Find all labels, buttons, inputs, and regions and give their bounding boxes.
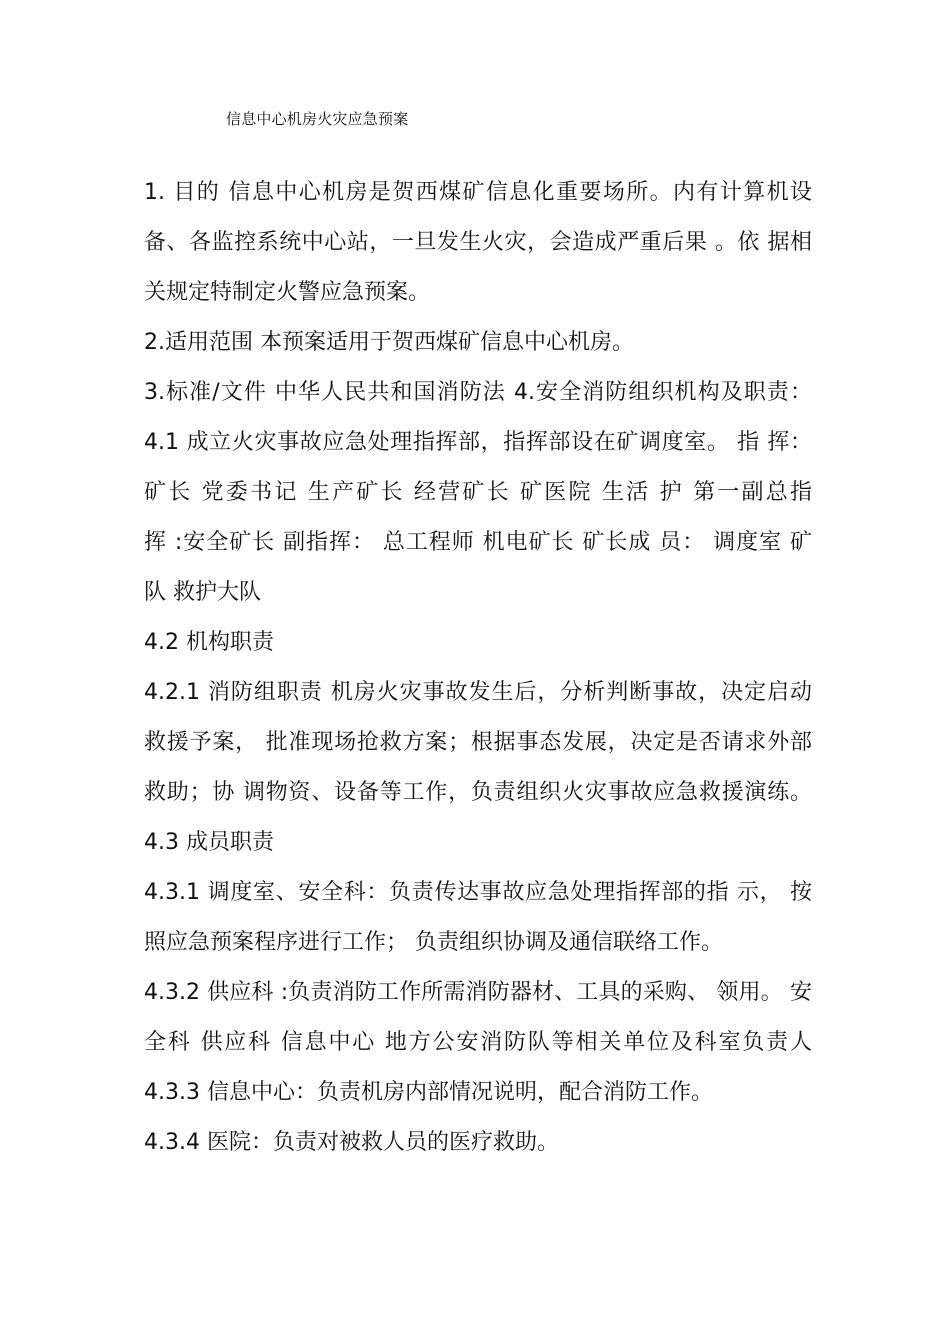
body-line-11: 4.2.1 消防组职责 机房火灾事故发生后，分析判断事故，决定启动 <box>144 680 812 705</box>
document-body <box>144 175 812 1175</box>
body-line-19: 4.3.3 信息中心：负责机房内部情况说明，配合消防工作。 <box>144 1080 713 1105</box>
body-line-7: 矿长 党委书记 生产矿长 经营矿长 矿医院 生活 护 第一副总指 <box>144 480 812 505</box>
body-line-6: 4.1 成立火灾事故应急处理指挥部，指挥部设在矿调度室。 指 挥： <box>144 430 812 455</box>
body-line-9: 队 救护大队 <box>144 580 261 605</box>
document-title: 信息中心机房火灾应急预案 <box>226 110 409 128</box>
body-line-10: 4.2 机构职责 <box>144 630 274 655</box>
body-line-16: 照应急预案程序进行工作； 负责组织协调及通信联络工作。 <box>144 930 723 955</box>
body-line-18: 全科 供应科 信息中心 地方公安消防队等相关单位及科室负责人 <box>144 1030 812 1055</box>
body-line-3: 关规定特制定火警应急预案。 <box>144 280 431 305</box>
body-line-17: 4.3.2 供应科 :负责消防工作所需消防器材、工具的采购、 领用。 安 <box>144 980 812 1005</box>
body-line-4: 2.适用范围 本预案适用于贺西煤矿信息中心机房。 <box>144 330 634 355</box>
body-line-1: 1. 目的 信息中心机房是贺西煤矿信息化重要场所。内有计算机设 <box>144 180 812 205</box>
body-line-14: 4.3 成员职责 <box>144 830 274 855</box>
body-line-15: 4.3.1 调度室、安全科：负责传达事故应急处理指挥部的指 示， 按 <box>144 880 812 905</box>
body-line-12: 救援予案， 批准现场抢救方案；根据事态发展，决定是否请求外部 <box>144 730 812 755</box>
body-line-5: 3.标准/文件 中华人民共和国消防法 4.安全消防组织机构及职责： <box>144 380 812 405</box>
body-line-13: 救助；协 调物资、设备等工作，负责组织火灾事故应急救援演练。 <box>144 780 812 805</box>
body-line-8: 挥 :安全矿长 副指挥： 总工程师 机电矿长 矿长成 员： 调度室 矿 <box>144 530 812 555</box>
body-line-2: 备、各监控系统中心站，一旦发生火灾，会造成严重后果 。依 据相 <box>144 230 812 255</box>
body-line-20: 4.3.4 医院：负责对被救人员的医疗救助。 <box>144 1130 559 1155</box>
